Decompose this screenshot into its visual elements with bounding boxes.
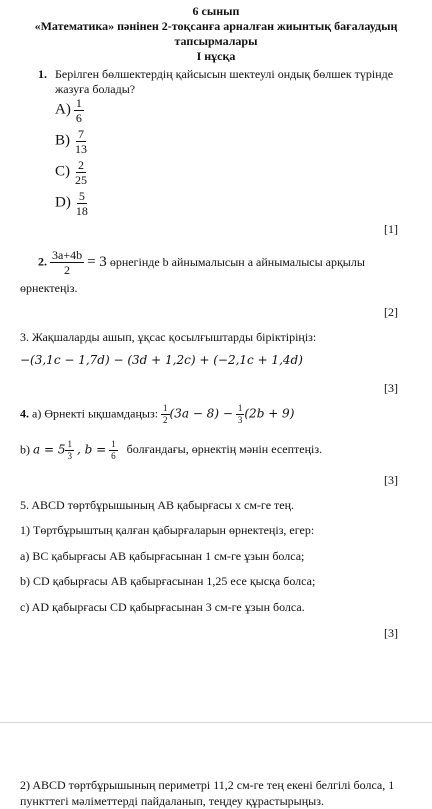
q3-mark: [3] — [384, 381, 398, 395]
q4-a-fraction-1 — [161, 404, 170, 425]
option-label: A) — [55, 101, 71, 118]
q4-mark: [3] — [384, 473, 398, 487]
q1-option-a — [55, 97, 84, 124]
q2-text-line-2: өрнектеңіз. — [20, 281, 78, 295]
q4-b-text: болғандағы, өрнектің мәнін есептеңіз. — [126, 442, 323, 457]
fraction-denominator: 18 — [75, 204, 88, 218]
fraction-denominator: 25 — [75, 173, 87, 187]
q1-option-d — [55, 190, 90, 217]
option-fraction — [73, 128, 89, 155]
option-fraction — [73, 159, 89, 186]
q5-line-b: b) CD қабырғасы AB қабырғасынан 1,25 есе қысқа болса; — [20, 574, 316, 588]
grade-heading: 6 сынып — [192, 4, 240, 18]
page-divider — [0, 722, 432, 723]
title-line-2: тапсырмалары — [174, 34, 258, 48]
fraction-numerator: 7 — [78, 127, 84, 141]
title-line-1: «Математика» пәнінен 2-тоқсанға арналған жиынтық бағалаудың — [34, 19, 398, 33]
q2-mark: [2] — [384, 305, 398, 319]
q4-b-label: b) — [20, 442, 30, 457]
q1-option-c — [55, 159, 89, 186]
q5-line-a: a) BC қабырғасы AB қабырғасынан 1 см-ге ұзын болса; — [20, 549, 305, 563]
q4-number: 4. — [20, 406, 29, 421]
q1-text-line-1: Берілген бөлшектердің қайсысын шектеулі ондық бөлшек түрінде — [55, 67, 394, 81]
q5-title: 5. ABCD төртбұрышының AB қабырғасы x см-ге тең. — [20, 498, 295, 512]
q2-equals: = 3 — [87, 254, 107, 270]
q2-fraction — [50, 249, 84, 276]
q4-a-mid: (3a − 8) − — [169, 406, 233, 421]
fraction-denominator: 6 — [75, 111, 82, 125]
q2-number: 2. — [38, 254, 47, 269]
option-fraction — [74, 190, 90, 217]
fraction-numerator: 5 — [78, 189, 85, 203]
fraction-numerator: 1 — [67, 439, 72, 449]
q4-a-end: (2b + 9) — [244, 406, 295, 421]
q2-text: өрнегінде b айнымалысын a айнымалысы арқылы — [109, 255, 365, 269]
option-fraction — [74, 97, 84, 124]
fraction-denominator: 2 — [163, 415, 168, 425]
q4-b-a-value: a = 5 — [33, 442, 66, 457]
q3-expression: −(3,1c − 1,7d) − (3d + 1,2c) + (−2,1c + 1,4d) — [20, 353, 303, 367]
fraction-denominator: 6 — [111, 451, 116, 461]
fraction-numerator: 2 — [78, 158, 84, 172]
q5-line-c: c) AD қабырғасы CD қабырғасынан 3 см-ге ұзын болса. — [20, 600, 305, 614]
q4-b-a-fraction — [65, 440, 74, 461]
q4-b-b-fraction — [109, 440, 118, 461]
option-label: B) — [55, 132, 70, 149]
fraction-numerator: 1 — [237, 403, 243, 413]
q1-number: 1. — [38, 67, 47, 81]
fraction-denominator: 3 — [237, 415, 243, 425]
fraction-denominator: 13 — [75, 142, 87, 156]
q5-mark: [3] — [384, 626, 398, 640]
fraction-numerator: 1 — [111, 439, 116, 449]
fraction-numerator: 1 — [163, 403, 168, 413]
fraction-denominator: 3 — [67, 451, 72, 461]
q4-a-text: а) Өрнекті ықшамдаңыз: — [32, 406, 159, 421]
fraction-denominator: 2 — [64, 263, 71, 277]
option-label: C) — [55, 163, 70, 180]
q1-mark: [1] — [384, 222, 398, 236]
q4-part-a — [20, 404, 294, 425]
option-label: D) — [55, 194, 71, 211]
q3-text: 3. Жақшаларды ашып, ұқсас қосылғыштарды біріктіріңіз: — [20, 330, 317, 344]
q5-line-3: пункттегі мәліметтерді пайдаланып, теңдеу құрастырыңыз. — [20, 794, 324, 808]
q1-option-b — [55, 128, 89, 155]
q5-line-2: 2) ABCD төртбұрышының периметрі 11,2 см-ге тең екені белгілі болса, 1 — [20, 778, 395, 792]
q2-line — [38, 249, 365, 276]
fraction-numerator: 1 — [75, 96, 82, 110]
q4-b-separator: , b = — [76, 442, 107, 457]
variant-heading: І нұсқа — [196, 49, 236, 63]
q5-line-1: 1) Төртбұрыштың қалған қабырғаларын өрнектеңіз, егер: — [20, 523, 315, 537]
q4-part-b — [20, 440, 322, 461]
q1-text-line-2: жазуға болады? — [55, 82, 136, 96]
fraction-numerator: 3a+4b — [52, 248, 83, 262]
